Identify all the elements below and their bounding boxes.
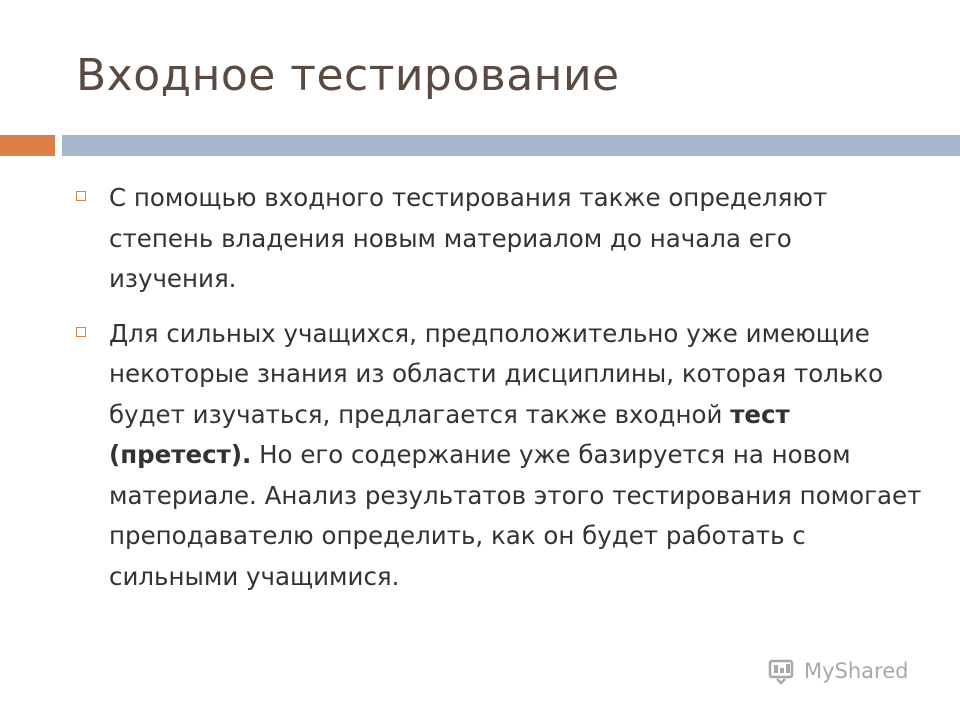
myshared-logo-icon	[768, 657, 798, 685]
accent-bar-orange	[0, 135, 55, 156]
bullet-item	[76, 314, 926, 598]
bullet-text: С помощью входного тестирования также определяют степень владения новым материалом до начала его изучения.	[109, 183, 828, 293]
bullet-item	[76, 178, 926, 300]
accent-bar-blue	[62, 135, 960, 156]
square-bullet-icon	[76, 327, 86, 337]
bullet-text-start: Для сильных учащихся, предположительно уже имеющие некоторые знания из области дисциплины, которая только будет изучаться, предлагается также входной	[109, 318, 884, 429]
slide-title: Входное тестирование	[76, 50, 620, 101]
bullet-list	[76, 178, 926, 611]
bullet-text-bold: тест (претест).	[109, 399, 790, 469]
watermark-text: MyShared	[804, 659, 909, 683]
bullet-text-end: Но его содержание уже базируется на новом материале. Анализ результатов этого тестирования помогает преподавателю определить, как он будет работать с сильными учащимися.	[109, 440, 922, 591]
square-bullet-icon	[76, 191, 86, 201]
watermark	[768, 657, 908, 685]
